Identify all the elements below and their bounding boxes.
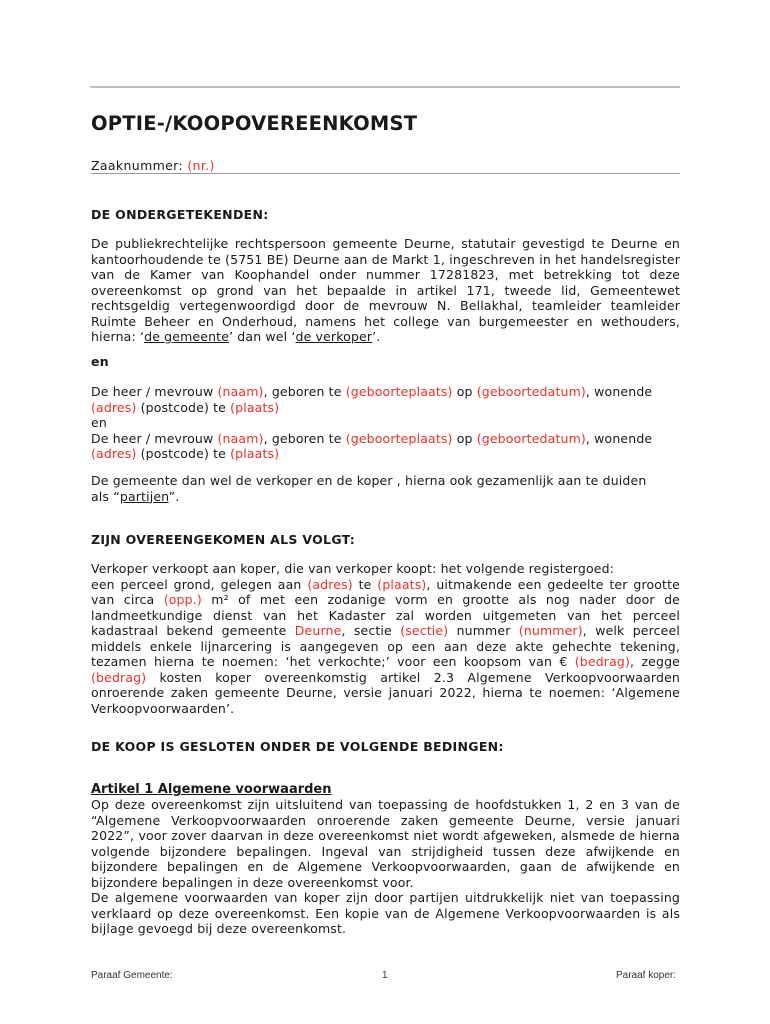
placeholder-sectie: (sectie) <box>400 623 449 638</box>
koper-text: op <box>452 430 477 446</box>
footer-page-number: 1 <box>382 970 388 981</box>
koper-text: , geboren te <box>263 430 346 446</box>
koper-line-3 <box>91 431 680 447</box>
partijen-text-end: ”. <box>168 488 180 504</box>
placeholder-geboortedatum: (geboortedatum) <box>476 384 586 399</box>
footer-paraaf-koper: Paraaf koper: <box>616 970 677 981</box>
placeholder-plaats: (plaats) <box>377 576 427 592</box>
section-heading-bedingen: DE KOOP IS GESLOTEN ONDER DE VOLGENDE BEDINGEN: <box>91 739 504 754</box>
document-title: OPTIE-/KOOPOVEREENKOMST <box>91 112 418 135</box>
placeholder-bedrag: (bedrag) <box>574 654 631 669</box>
koper-line-2 <box>91 400 680 416</box>
registergoed-span: , zegge <box>630 654 681 669</box>
koper-text: , wonende <box>585 430 653 446</box>
registergoed-span: een perceel grond, gelegen aan <box>91 576 308 592</box>
partijen-line-1: De gemeente dan wel de verkoper en de koper , hierna ook gezamenlijk aan te duiden <box>91 473 647 488</box>
placeholder-geboorteplaats: (geboorteplaats) <box>345 384 453 399</box>
section-heading-ondergetekenden: DE ONDERGETEKENDEN: <box>91 207 269 222</box>
registergoed-span: , sectie <box>341 623 401 638</box>
koper-text: De heer / mevrouw <box>91 430 218 446</box>
partijen-line-2 <box>91 489 680 505</box>
registergoed-span: nummer <box>448 623 519 638</box>
koper-block <box>91 384 680 462</box>
registergoed-span: , welk perceel middels enkele lijnarcering is aangegeven op een aan deze akte gehechte tekening, tezamen hierna te noemen: ‘het verkochte;’ voor een koopsom van € <box>91 623 680 669</box>
artikel-1-paragraph-2: De algemene voorwaarden van koper zijn door partijen uitdrukkelijk niet van toepassing verklaard op deze overeenkomst. Een kopie van de Algemene Verkoopvoorwaarden is als bijlage gevoegd bij deze overeenkomst. <box>91 890 680 936</box>
defined-term-gemeente: de gemeente <box>144 329 230 344</box>
artikel-1-body <box>91 797 680 937</box>
koper-line-1 <box>91 384 680 400</box>
koper-text: op <box>452 384 477 399</box>
defined-term-partijen: partijen <box>119 488 169 504</box>
placeholder-deurne: Deurne <box>294 623 342 638</box>
placeholder-adres: (adres) <box>91 446 137 461</box>
placeholder-adres: (adres) <box>91 399 137 415</box>
gemeente-text: De publiekrechtelijke rechtspersoon gemeente Deurne, statutair gevestigd te Deurne en kantoorhoudende te (5751 BE) Deurne aan de Markt 1, ingeschreven in het handelsregister van de Kamer van Koophandel onder nummer 17281823, met betrekking tot deze overeenkomst op grond van het bepaalde in artikel 171, tweede lid, Gemeentewet rechtsgeldig vertegenwoordigd door de mevrouw N. Bellakhal, teamleider teamleider Ruimte Beheer en Onderhoud, namens het college van burgemeester en wethouders, hierna: ‘ <box>91 236 680 344</box>
placeholder-naam: (naam) <box>217 430 264 446</box>
zaaknummer-label: Zaaknummer: <box>91 158 188 173</box>
zaaknummer-placeholder: (nr.) <box>187 158 215 173</box>
paragraph-gemeente <box>91 236 680 345</box>
footer-paraaf-gemeente: Paraaf Gemeente: <box>91 970 173 981</box>
placeholder-plaats: (plaats) <box>230 446 280 461</box>
artikel-1-paragraph-1: Op deze overeenkomst zijn uitsluitend van toepassing de hoofdstukken 1, 2 en 3 van de “Algemene Verkoopvoorwaarden onroerende zaken gemeente Deurne, versie januari 2022”, voor zover daarvan in deze overeenkomst niet wordt afgeweken, alsmede de hierna volgende bijzondere bepalingen. Ingeval van strijdigheid tussen deze afwijkende en bijzondere bepalingen en de Algemene Verkoopvoorwaarden, gaan de afwijkende en bijzondere bepalingen in deze overeenkomst voor. <box>91 797 680 890</box>
en-heading: en <box>91 354 109 369</box>
placeholder-bedrag-zegge: (bedrag) <box>91 669 147 685</box>
zaaknummer-rule <box>91 173 680 174</box>
paragraph-registergoed <box>91 561 680 716</box>
koper-line-4 <box>91 446 680 462</box>
zaaknummer-line <box>91 158 215 173</box>
koper-text: (postcode) te <box>136 446 231 461</box>
header-rule <box>90 86 680 88</box>
artikel-1-title: Artikel 1 Algemene voorwaarden <box>91 782 332 797</box>
registergoed-intro: Verkoper verkoopt aan koper, die van verkoper koopt: het volgende registergoed: <box>91 561 615 576</box>
registergoed-span: kosten koper overeenkomstig artikel 2.3 Algemene Verkoopvoorwaarden onroerende zaken gemeente Deurne, versie januari 2022, hierna te noemen: ‘Algemene Verkoopvoorwaarden’. <box>91 669 680 716</box>
placeholder-naam: (naam) <box>217 384 264 399</box>
placeholder-nummer: (nummer) <box>518 623 583 638</box>
section-heading-overeengekomen: ZIJN OVEREENGEKOMEN ALS VOLGT: <box>91 532 356 547</box>
registergoed-span: m² of met een zodanige vorm en grootte als nog nader door de landmeetkundige dienst van het Kadaster zal worden uitgemeten van het perceel kadastraal bekend gemeente <box>91 592 680 638</box>
placeholder-geboorteplaats: (geboorteplaats) <box>345 430 453 446</box>
gemeente-text-end: ’. <box>372 329 381 344</box>
placeholder-adres: (adres) <box>307 576 353 592</box>
koper-text: , geboren te <box>263 384 346 399</box>
paragraph-partijen <box>91 473 680 504</box>
koper-text: De heer / mevrouw <box>91 384 218 399</box>
defined-term-verkoper: de verkoper <box>295 329 373 344</box>
registergoed-span: te <box>352 576 378 592</box>
partijen-text: als “ <box>91 488 120 504</box>
placeholder-opp: (opp.) <box>163 592 202 607</box>
koper-text: (postcode) te <box>136 399 231 415</box>
koper-text: , wonende <box>585 384 653 399</box>
placeholder-geboortedatum: (geboortedatum) <box>476 430 586 446</box>
koper-en: en <box>91 415 107 430</box>
registergoed-text <box>91 577 680 717</box>
registergoed-span: , uitmakende een gedeelte ter grootte van circa <box>91 576 680 607</box>
placeholder-plaats: (plaats) <box>230 399 280 415</box>
gemeente-text-mid: ’ dan wel ‘ <box>229 329 296 344</box>
